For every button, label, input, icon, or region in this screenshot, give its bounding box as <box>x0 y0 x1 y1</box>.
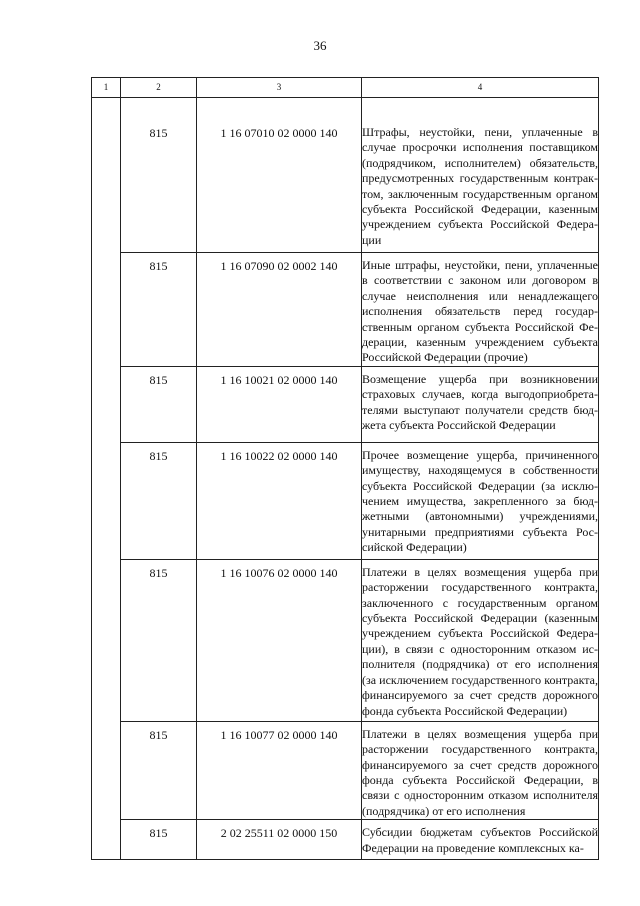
budget-code: 1 16 07090 02 0002 140 <box>197 253 362 367</box>
admin-code: 815 <box>121 559 197 721</box>
table-header-row <box>92 78 599 98</box>
admin-code: 815 <box>121 721 197 819</box>
column-number-3: 3 <box>197 78 362 98</box>
revenue-description: Прочее возмещение ущерба, причиненного имуществу, находящемуся в собственности субъекта Российской Федерации (за исключением имущества, закрепленного за бюджетными (автономными) учреждениями, унитарными предприятиями субъекта Российской Федерации) <box>362 442 599 559</box>
table-row <box>92 721 599 819</box>
page-number: 36 <box>313 38 327 53</box>
admin-code: 815 <box>121 366 197 442</box>
admin-code: 815 <box>121 253 197 367</box>
budget-classification-table <box>91 77 599 860</box>
table-row <box>92 366 599 442</box>
admin-code: 815 <box>121 98 197 253</box>
empty-first-column <box>92 98 121 860</box>
budget-code: 2 02 25511 02 0000 150 <box>197 820 362 860</box>
table-row <box>92 253 599 367</box>
revenue-description: Субсидии бюджетам субъектов Российской Федерации на проведение комплексных ка- <box>362 820 599 860</box>
admin-code: 815 <box>121 442 197 559</box>
revenue-description: Иные штрафы, неустойки, пени, уплаченные в соответствии с законом или договором в случае неисполнения или ненадлежащего исполнения обязательств перед государственным органом субъекта Российской Федерации, казенным учреждением субъекта Российской Федерации (прочие) <box>362 253 599 367</box>
table-row <box>92 98 599 253</box>
column-number-4: 4 <box>362 78 599 98</box>
budget-code: 1 16 07010 02 0000 140 <box>197 98 362 253</box>
budget-code: 1 16 10076 02 0000 140 <box>197 559 362 721</box>
table-row <box>92 442 599 559</box>
revenue-description: Возмещение ущерба при возникновении страховых случаев, когда выгодоприобретателями выступают получатели средств бюджета субъекта Российской Федерации <box>362 366 599 442</box>
column-number-2: 2 <box>121 78 197 98</box>
revenue-description: Платежи в целях возмещения ущерба при расторжении государственного контракта, заключенного с государственным органом субъекта Российской Федерации (казенным учреждением субъекта Российской Федерации), в связи с односторонним отказом исполнителя (подрядчика) от его исполнения (за исключением государственного контракта, финансируемого за счет средств дорожного фонда субъекта Российской Федерации) <box>362 559 599 721</box>
revenue-description: Платежи в целях возмещения ущерба при расторжении государственного контракта, финансируемого за счет средств дорожного фонда субъекта Российской Федерации, в связи с односторонним отказом исполнителя (подрядчика) от его исполнения <box>362 721 599 819</box>
budget-code: 1 16 10077 02 0000 140 <box>197 721 362 819</box>
table-row <box>92 559 599 721</box>
admin-code: 815 <box>121 820 197 860</box>
table-row <box>92 820 599 860</box>
column-number-1: 1 <box>92 78 121 98</box>
revenue-description: Штрафы, неустойки, пени, уплаченные в случае просрочки исполнения поставщиком (подрядчиком, исполнителем) обязательств, предусмотренных государственным контрактом, заключенным государственным органом субъекта Российской Федерации, казенным учреждением субъекта Российской Федерации <box>362 98 599 253</box>
budget-code: 1 16 10021 02 0000 140 <box>197 366 362 442</box>
budget-code: 1 16 10022 02 0000 140 <box>197 442 362 559</box>
